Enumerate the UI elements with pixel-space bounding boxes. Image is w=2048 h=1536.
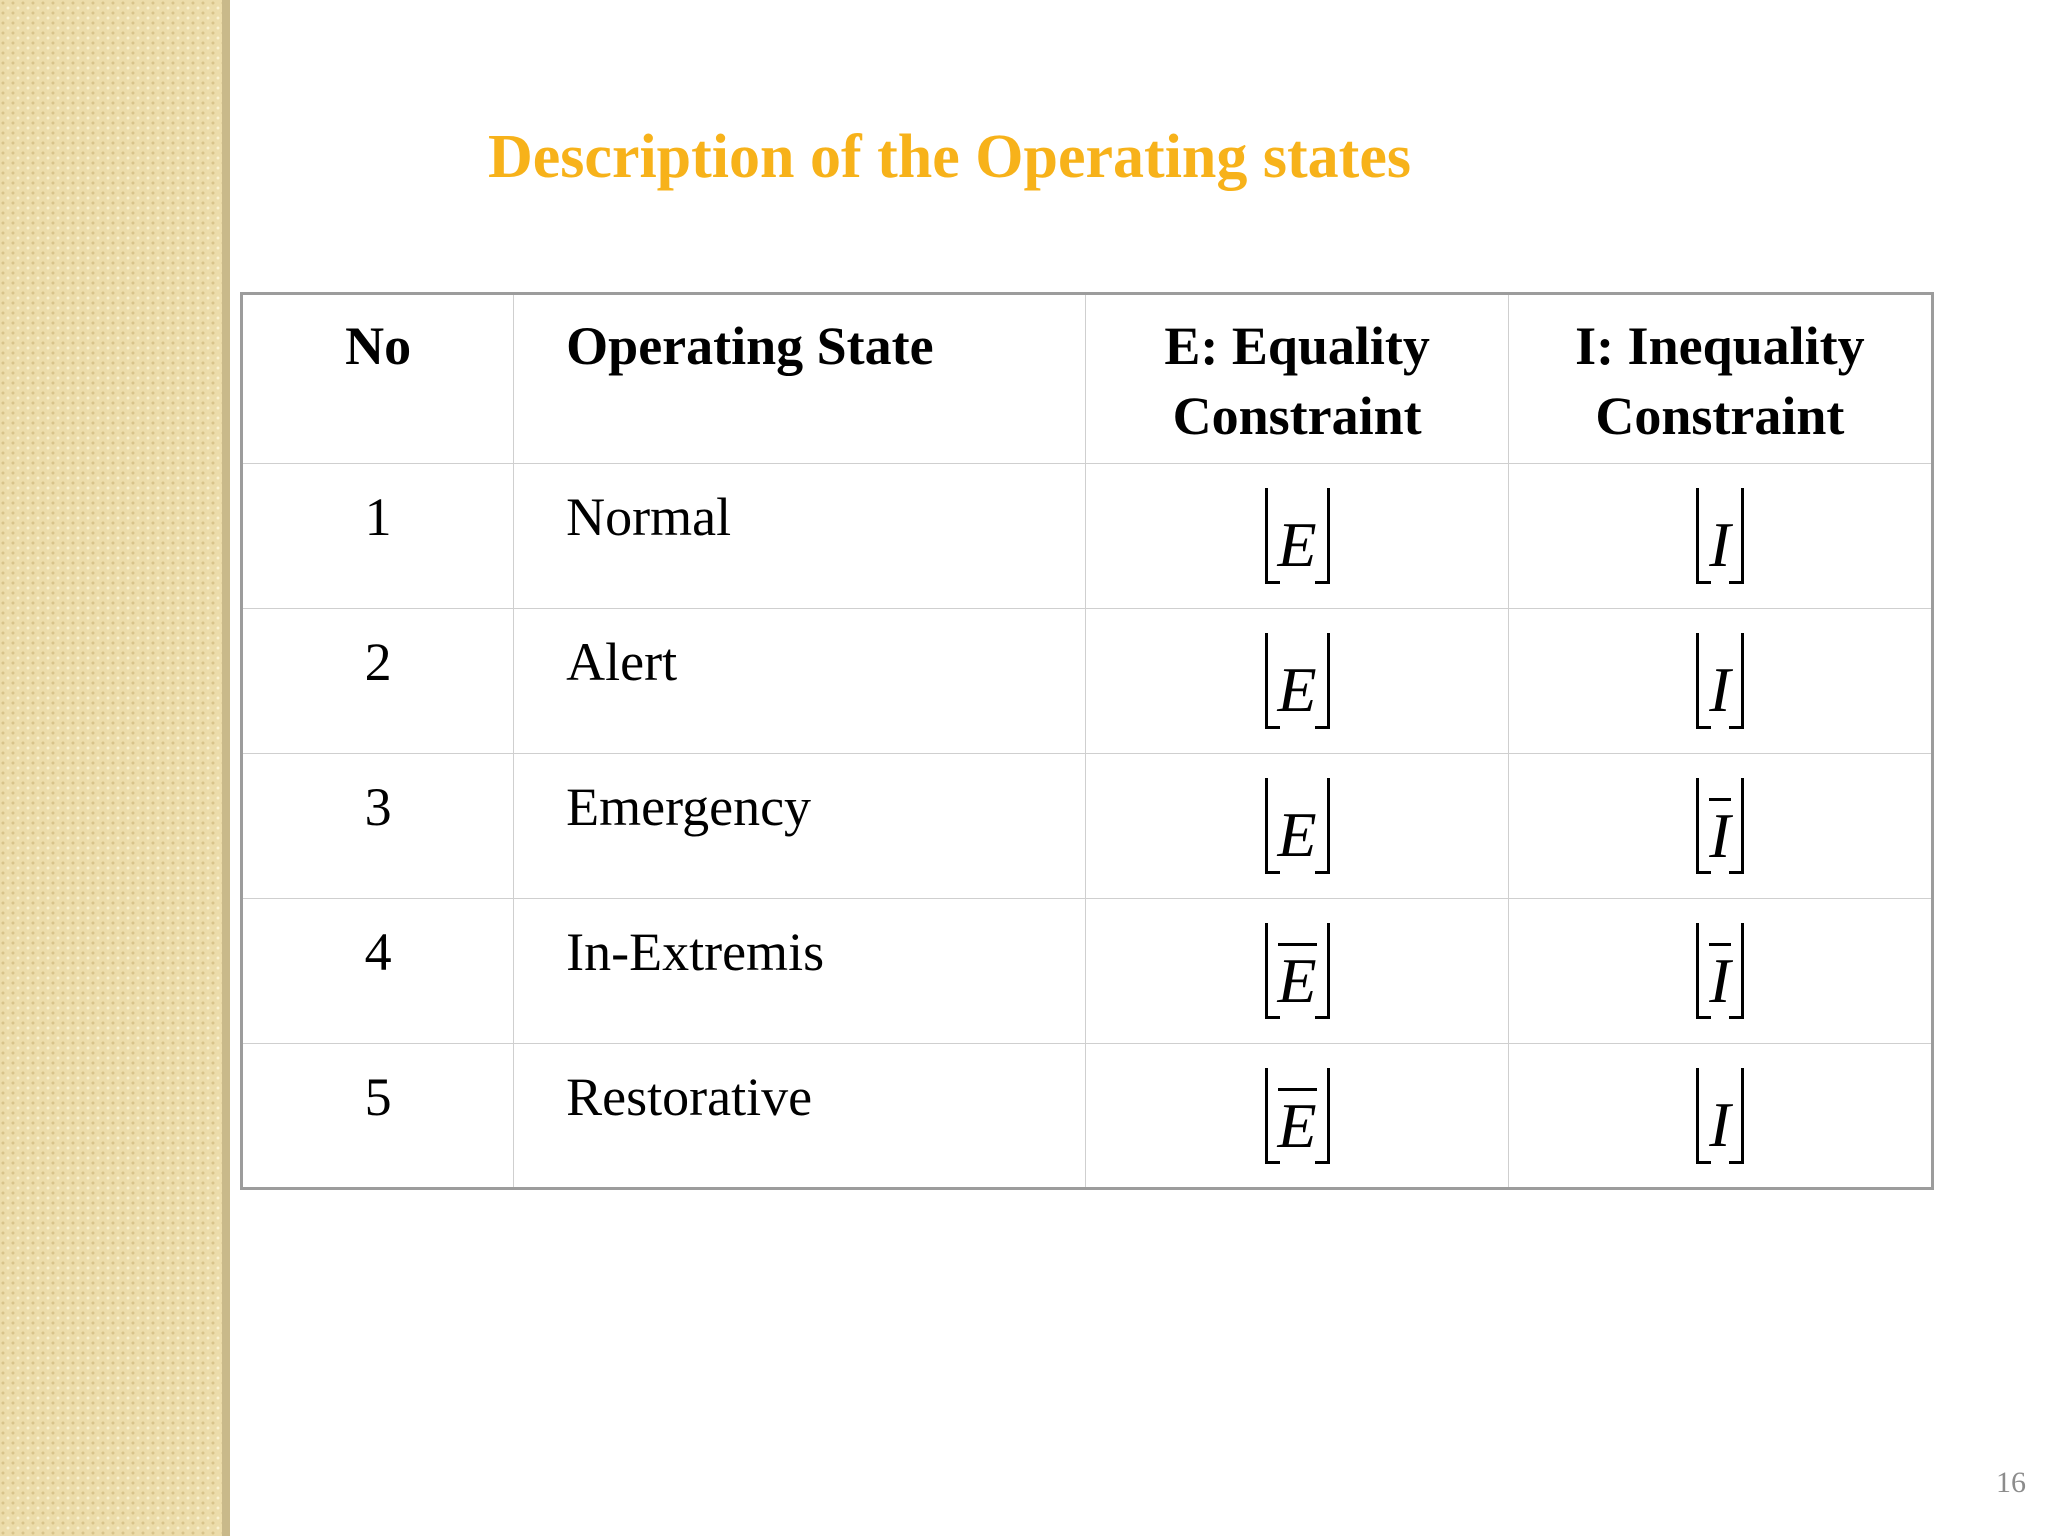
- row-inequality-cell: [1508, 609, 1932, 754]
- row-inequality-cell: [1508, 464, 1932, 609]
- header-inequality-line-1: I: Inequality: [1575, 316, 1865, 376]
- row-operating-state: Emergency: [514, 754, 1086, 899]
- row-operating-state: Normal: [514, 464, 1086, 609]
- row-operating-state: Alert: [514, 609, 1086, 754]
- inequality-letter: I: [1709, 509, 1731, 580]
- row-inequality-cell: [1508, 754, 1932, 899]
- inequality-symbol: [1696, 488, 1743, 584]
- equality-letter: E: [1277, 509, 1317, 580]
- equality-symbol: [1265, 778, 1330, 874]
- inequality-letter: I: [1709, 654, 1731, 725]
- header-inequality-line-2: Constraint: [1595, 386, 1845, 446]
- header-inequality-constraint: [1508, 294, 1932, 464]
- table-row: [242, 609, 1933, 754]
- header-equality-line-1: E: Equality: [1164, 316, 1430, 376]
- equality-letter: E: [1277, 944, 1317, 1016]
- inequality-letter: I: [1709, 944, 1731, 1016]
- header-equality-line-2: Constraint: [1172, 386, 1422, 446]
- slide-title: Description of the Operating states: [488, 123, 1411, 191]
- inequality-symbol: [1696, 1068, 1743, 1164]
- row-number: 1: [242, 464, 514, 609]
- page-number: 16: [1996, 1466, 2026, 1499]
- row-equality-cell: [1086, 899, 1508, 1044]
- header-equality-constraint: [1086, 294, 1508, 464]
- equality-symbol: [1265, 923, 1330, 1019]
- row-number: 3: [242, 754, 514, 899]
- table-header-row: [242, 294, 1933, 464]
- equality-letter: E: [1277, 799, 1317, 870]
- table-row: [242, 1044, 1933, 1189]
- row-equality-cell: [1086, 754, 1508, 899]
- equality-symbol: [1265, 1068, 1330, 1164]
- equality-symbol: [1265, 488, 1330, 584]
- row-number: 2: [242, 609, 514, 754]
- equality-letter: E: [1277, 1089, 1317, 1161]
- row-number: 5: [242, 1044, 514, 1189]
- row-inequality-cell: [1508, 899, 1932, 1044]
- equality-symbol: [1265, 633, 1330, 729]
- table-row: [242, 899, 1933, 1044]
- inequality-symbol: [1696, 778, 1743, 874]
- decorative-side-band: [0, 0, 222, 1536]
- side-band-edge: [222, 0, 230, 1536]
- row-number: 4: [242, 899, 514, 1044]
- header-no: No: [242, 294, 514, 464]
- table-row: [242, 754, 1933, 899]
- row-equality-cell: [1086, 1044, 1508, 1189]
- inequality-symbol: [1696, 923, 1743, 1019]
- row-inequality-cell: [1508, 1044, 1932, 1189]
- table-row: [242, 464, 1933, 609]
- inequality-letter: I: [1709, 1089, 1731, 1160]
- row-operating-state: Restorative: [514, 1044, 1086, 1189]
- row-operating-state: In-Extremis: [514, 899, 1086, 1044]
- row-equality-cell: [1086, 609, 1508, 754]
- header-operating-state: Operating State: [514, 294, 1086, 464]
- inequality-symbol: [1696, 633, 1743, 729]
- operating-states-table: [240, 292, 1934, 1190]
- row-equality-cell: [1086, 464, 1508, 609]
- inequality-letter: I: [1709, 799, 1731, 871]
- equality-letter: E: [1277, 654, 1317, 725]
